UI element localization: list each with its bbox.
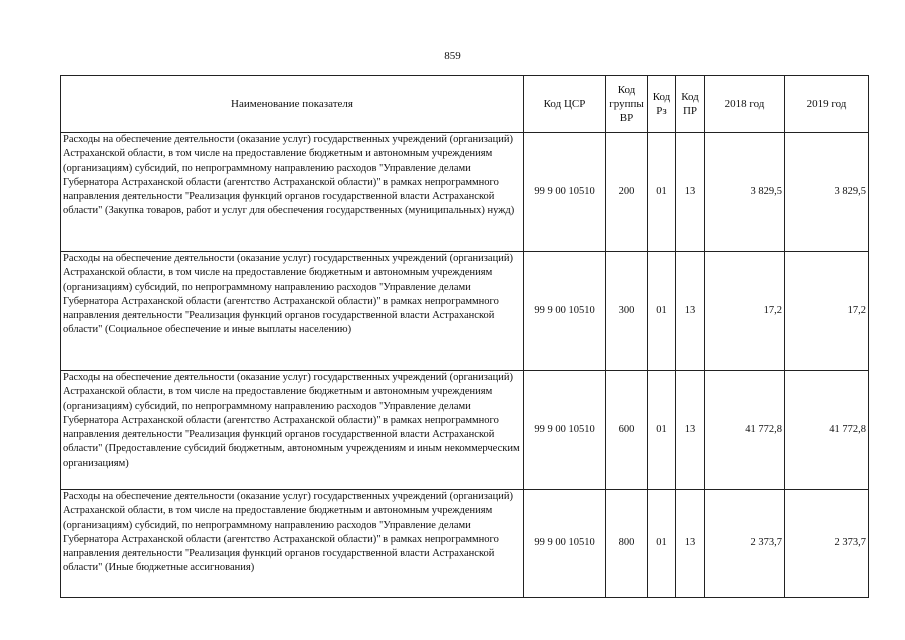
table-row bbox=[61, 252, 869, 371]
row-rz-code: 01 bbox=[648, 371, 676, 490]
row-pr-code: 13 bbox=[676, 490, 705, 598]
page-number: 859 bbox=[444, 50, 461, 62]
row-amount-2018: 3 829,5 bbox=[705, 133, 785, 252]
row-csr-code: 99 9 00 10510 bbox=[524, 490, 606, 598]
row-rz-code: 01 bbox=[648, 490, 676, 598]
row-vr-code: 800 bbox=[606, 490, 648, 598]
row-csr-code: 99 9 00 10510 bbox=[524, 371, 606, 490]
row-name: Расходы на обеспечение деятельности (оказание услуг) государственных учреждений (организаций) Астраханской области, в том числе на предоставление бюджетным и автономным учреждениям (организациям) субсидий, по непрограммному направлению расходов "Управление делами Губернатора Астраханской области (агентство Астраханской области)" в рамках непрограммного направления деятельности "Реализация функций органов государственной власти Астраханской области" (Закупка товаров, работ и услуг для обеспечения государственных (муниципальных) нужд) bbox=[61, 133, 524, 252]
row-rz-code: 01 bbox=[648, 133, 676, 252]
row-csr-code: 99 9 00 10510 bbox=[524, 133, 606, 252]
row-amount-2018: 41 772,8 bbox=[705, 371, 785, 490]
row-pr-code: 13 bbox=[676, 133, 705, 252]
row-amount-2018: 2 373,7 bbox=[705, 490, 785, 598]
row-amount-2019: 3 829,5 bbox=[785, 133, 869, 252]
header-rz-code: Код Рз bbox=[648, 76, 676, 133]
row-name: Расходы на обеспечение деятельности (оказание услуг) государственных учреждений (организаций) Астраханской области, в том числе на предоставление бюджетным и автономным учреждениям (организациям) субсидий, по непрограммному направлению расходов "Управление делами Губернатора Астраханской области (агентство Астраханской области)" в рамках непрограммного направления деятельности "Реализация функций органов государственной власти Астраханской области" (Иные бюджетные ассигнования) bbox=[61, 490, 524, 598]
table-row bbox=[61, 371, 869, 490]
header-vr-code: Код группы ВР bbox=[606, 76, 648, 133]
row-pr-code: 13 bbox=[676, 371, 705, 490]
header-year-2018: 2018 год bbox=[705, 76, 785, 133]
row-rz-code: 01 bbox=[648, 252, 676, 371]
table-row bbox=[61, 133, 869, 252]
row-name: Расходы на обеспечение деятельности (оказание услуг) государственных учреждений (организаций) Астраханской области, в том числе на предоставление бюджетным и автономным учреждениям (организациям) субсидий, по непрограммному направлению расходов "Управление делами Губернатора Астраханской области (агентство Астраханской области)" в рамках непрограммного направления деятельности "Реализация функций органов государственной власти Астраханской области" (Предоставление субсидий бюджетным, автономным учреждениям и иным некоммерческим организациям) bbox=[61, 371, 524, 490]
header-name: Наименование показателя bbox=[61, 76, 524, 133]
header-pr-code: Код ПР bbox=[676, 76, 705, 133]
row-amount-2019: 17,2 bbox=[785, 252, 869, 371]
row-pr-code: 13 bbox=[676, 252, 705, 371]
table-header-row bbox=[61, 76, 869, 133]
header-csr-code: Код ЦСР bbox=[524, 76, 606, 133]
header-year-2019: 2019 год bbox=[785, 76, 869, 133]
row-amount-2018: 17,2 bbox=[705, 252, 785, 371]
row-amount-2019: 41 772,8 bbox=[785, 371, 869, 490]
budget-table bbox=[60, 75, 869, 598]
row-amount-2019: 2 373,7 bbox=[785, 490, 869, 598]
table-row bbox=[61, 490, 869, 598]
row-vr-code: 200 bbox=[606, 133, 648, 252]
row-name: Расходы на обеспечение деятельности (оказание услуг) государственных учреждений (организаций) Астраханской области, в том числе на предоставление бюджетным и автономным учреждениям (организациям) субсидий, по непрограммному направлению расходов "Управление делами Губернатора Астраханской области (агентство Астраханской области)" в рамках непрограммного направления деятельности "Реализация функций органов государственной власти Астраханской области" (Социальное обеспечение и иные выплаты населению) bbox=[61, 252, 524, 371]
row-vr-code: 600 bbox=[606, 371, 648, 490]
row-csr-code: 99 9 00 10510 bbox=[524, 252, 606, 371]
row-vr-code: 300 bbox=[606, 252, 648, 371]
